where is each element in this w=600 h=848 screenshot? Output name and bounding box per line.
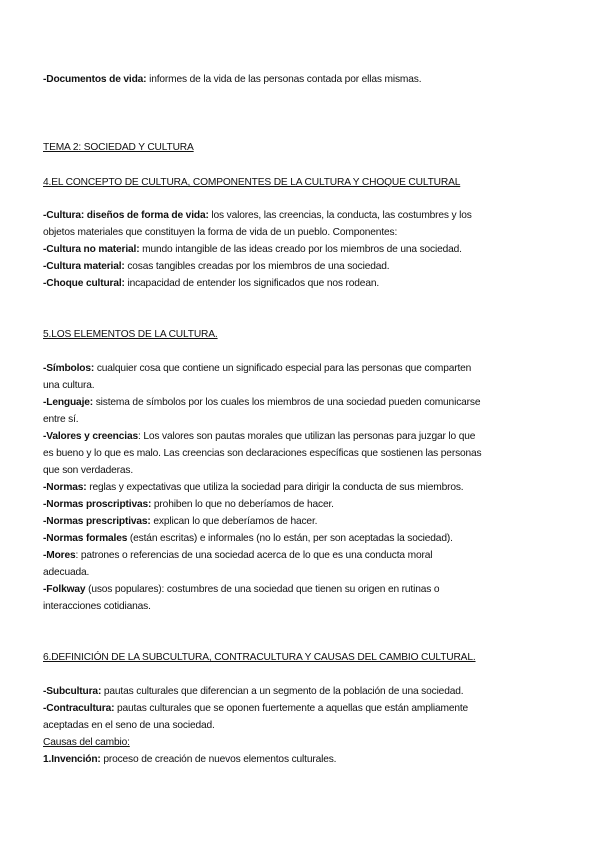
definition: informes de la vida de las personas contada por ellas mismas. — [146, 74, 422, 85]
term: -Normas formales — [43, 533, 128, 544]
definition: prohiben lo que no deberíamos de hacer. — [151, 499, 334, 510]
term: -Normas proscriptivas: — [43, 499, 152, 510]
paragraph-subcultura — [43, 684, 563, 700]
paragraph-line: adecuada. — [43, 567, 90, 578]
paragraph-line: interacciones cotidianas. — [43, 601, 151, 612]
term: -Normas prescriptivas: — [43, 516, 151, 527]
paragraph-choque-cultural — [43, 276, 563, 292]
definition: explican lo que deberíamos de hacer. — [150, 516, 318, 527]
paragraph-normas — [43, 480, 563, 496]
definition: reglas y expectativas que utiliza la sociedad para dirigir la conducta de sus miembros. — [86, 482, 464, 493]
paragraph-line: entre sí. — [43, 414, 79, 425]
definition: cosas tangibles creadas por los miembros de una sociedad. — [124, 261, 390, 272]
definition: proceso de creación de nuevos elementos culturales. — [100, 754, 337, 765]
paragraph-line: es bueno y lo que es malo. Las creencias son declaraciones específicas que sostienen las personas — [43, 448, 482, 459]
term: -Valores y creencias — [43, 431, 138, 442]
term: -Choque cultural: — [43, 278, 125, 289]
term: -Lenguaje: — [43, 397, 94, 408]
term: -Mores — [43, 550, 76, 561]
definition: los valores, las creencias, la conducta, las costumbres y los — [208, 210, 472, 221]
paragraph-folkway — [43, 582, 563, 598]
paragraph-normas-prescriptivas — [43, 514, 563, 530]
paragraph-cultura-no-material — [43, 242, 563, 258]
term: -Cultura: diseños de forma de vida: — [43, 210, 209, 221]
paragraph-mores — [43, 548, 563, 564]
term: -Subcultura: — [43, 686, 102, 697]
term: -Normas: — [43, 482, 87, 493]
tema-title: TEMA 2: SOCIEDAD Y CULTURA — [43, 142, 194, 153]
paragraph-normas-proscriptivas — [43, 497, 563, 513]
paragraph-cultura — [43, 208, 563, 224]
term: -Cultura material: — [43, 261, 125, 272]
definition: pautas culturales que diferencian a un segmento de la población de una sociedad. — [101, 686, 464, 697]
definition: sistema de símbolos por los cuales los miembros de una sociedad pueden comunicarse — [93, 397, 481, 408]
causas-del-cambio-label: Causas del cambio: — [43, 737, 130, 748]
section-6-heading: 6.DEFINICIÓN DE LA SUBCULTURA, CONTRACULTURA Y CAUSAS DEL CAMBIO CULTURAL. — [43, 652, 476, 663]
definition: : patrones o referencias de una sociedad acerca de lo que es una conducta moral — [75, 550, 433, 561]
definition: (usos populares): costumbres de una sociedad que tienen su origen en rutinas o — [85, 584, 440, 595]
definition: pautas culturales que se oponen fuertemente a aquellas que están ampliamente — [114, 703, 469, 714]
definition: cualquier cosa que contiene un significado especial para las personas que comparten — [94, 363, 472, 374]
paragraph-invencion — [43, 752, 563, 768]
term: -Folkway — [43, 584, 86, 595]
paragraph-lenguaje — [43, 395, 563, 411]
paragraph-line: aceptadas en el seno de una sociedad. — [43, 720, 215, 731]
term: -Símbolos: — [43, 363, 95, 374]
paragraph-documentos-de-vida — [43, 72, 563, 88]
section-4-heading: 4.EL CONCEPTO DE CULTURA, COMPONENTES DE LA CULTURA Y CHOQUE CULTURAL — [43, 177, 461, 188]
paragraph-line: objetos materiales que constituyen la forma de vida de un pueblo. Componentes: — [43, 227, 398, 238]
term: -Cultura no material: — [43, 244, 140, 255]
paragraph-cultura-material — [43, 259, 563, 275]
paragraph-valores-creencias — [43, 429, 563, 445]
paragraph-contracultura — [43, 701, 563, 717]
term: -Contracultura: — [43, 703, 115, 714]
term: 1.Invención: — [43, 754, 101, 765]
term: -Documentos de vida: — [43, 74, 147, 85]
definition: mundo intangible de las ideas creado por los miembros de una sociedad. — [139, 244, 462, 255]
section-5-heading: 5.LOS ELEMENTOS DE LA CULTURA. — [43, 329, 218, 340]
definition: (están escritas) e informales (no lo están, per son aceptadas la sociedad). — [127, 533, 453, 544]
definition: incapacidad de entender los significados que nos rodean. — [124, 278, 380, 289]
paragraph-line: que son verdaderas. — [43, 465, 134, 476]
paragraph-line: una cultura. — [43, 380, 95, 391]
paragraph-normas-formales — [43, 531, 563, 547]
definition: : Los valores son pautas morales que utilizan las personas para juzgar lo que — [137, 431, 476, 442]
paragraph-simbolos — [43, 361, 563, 377]
